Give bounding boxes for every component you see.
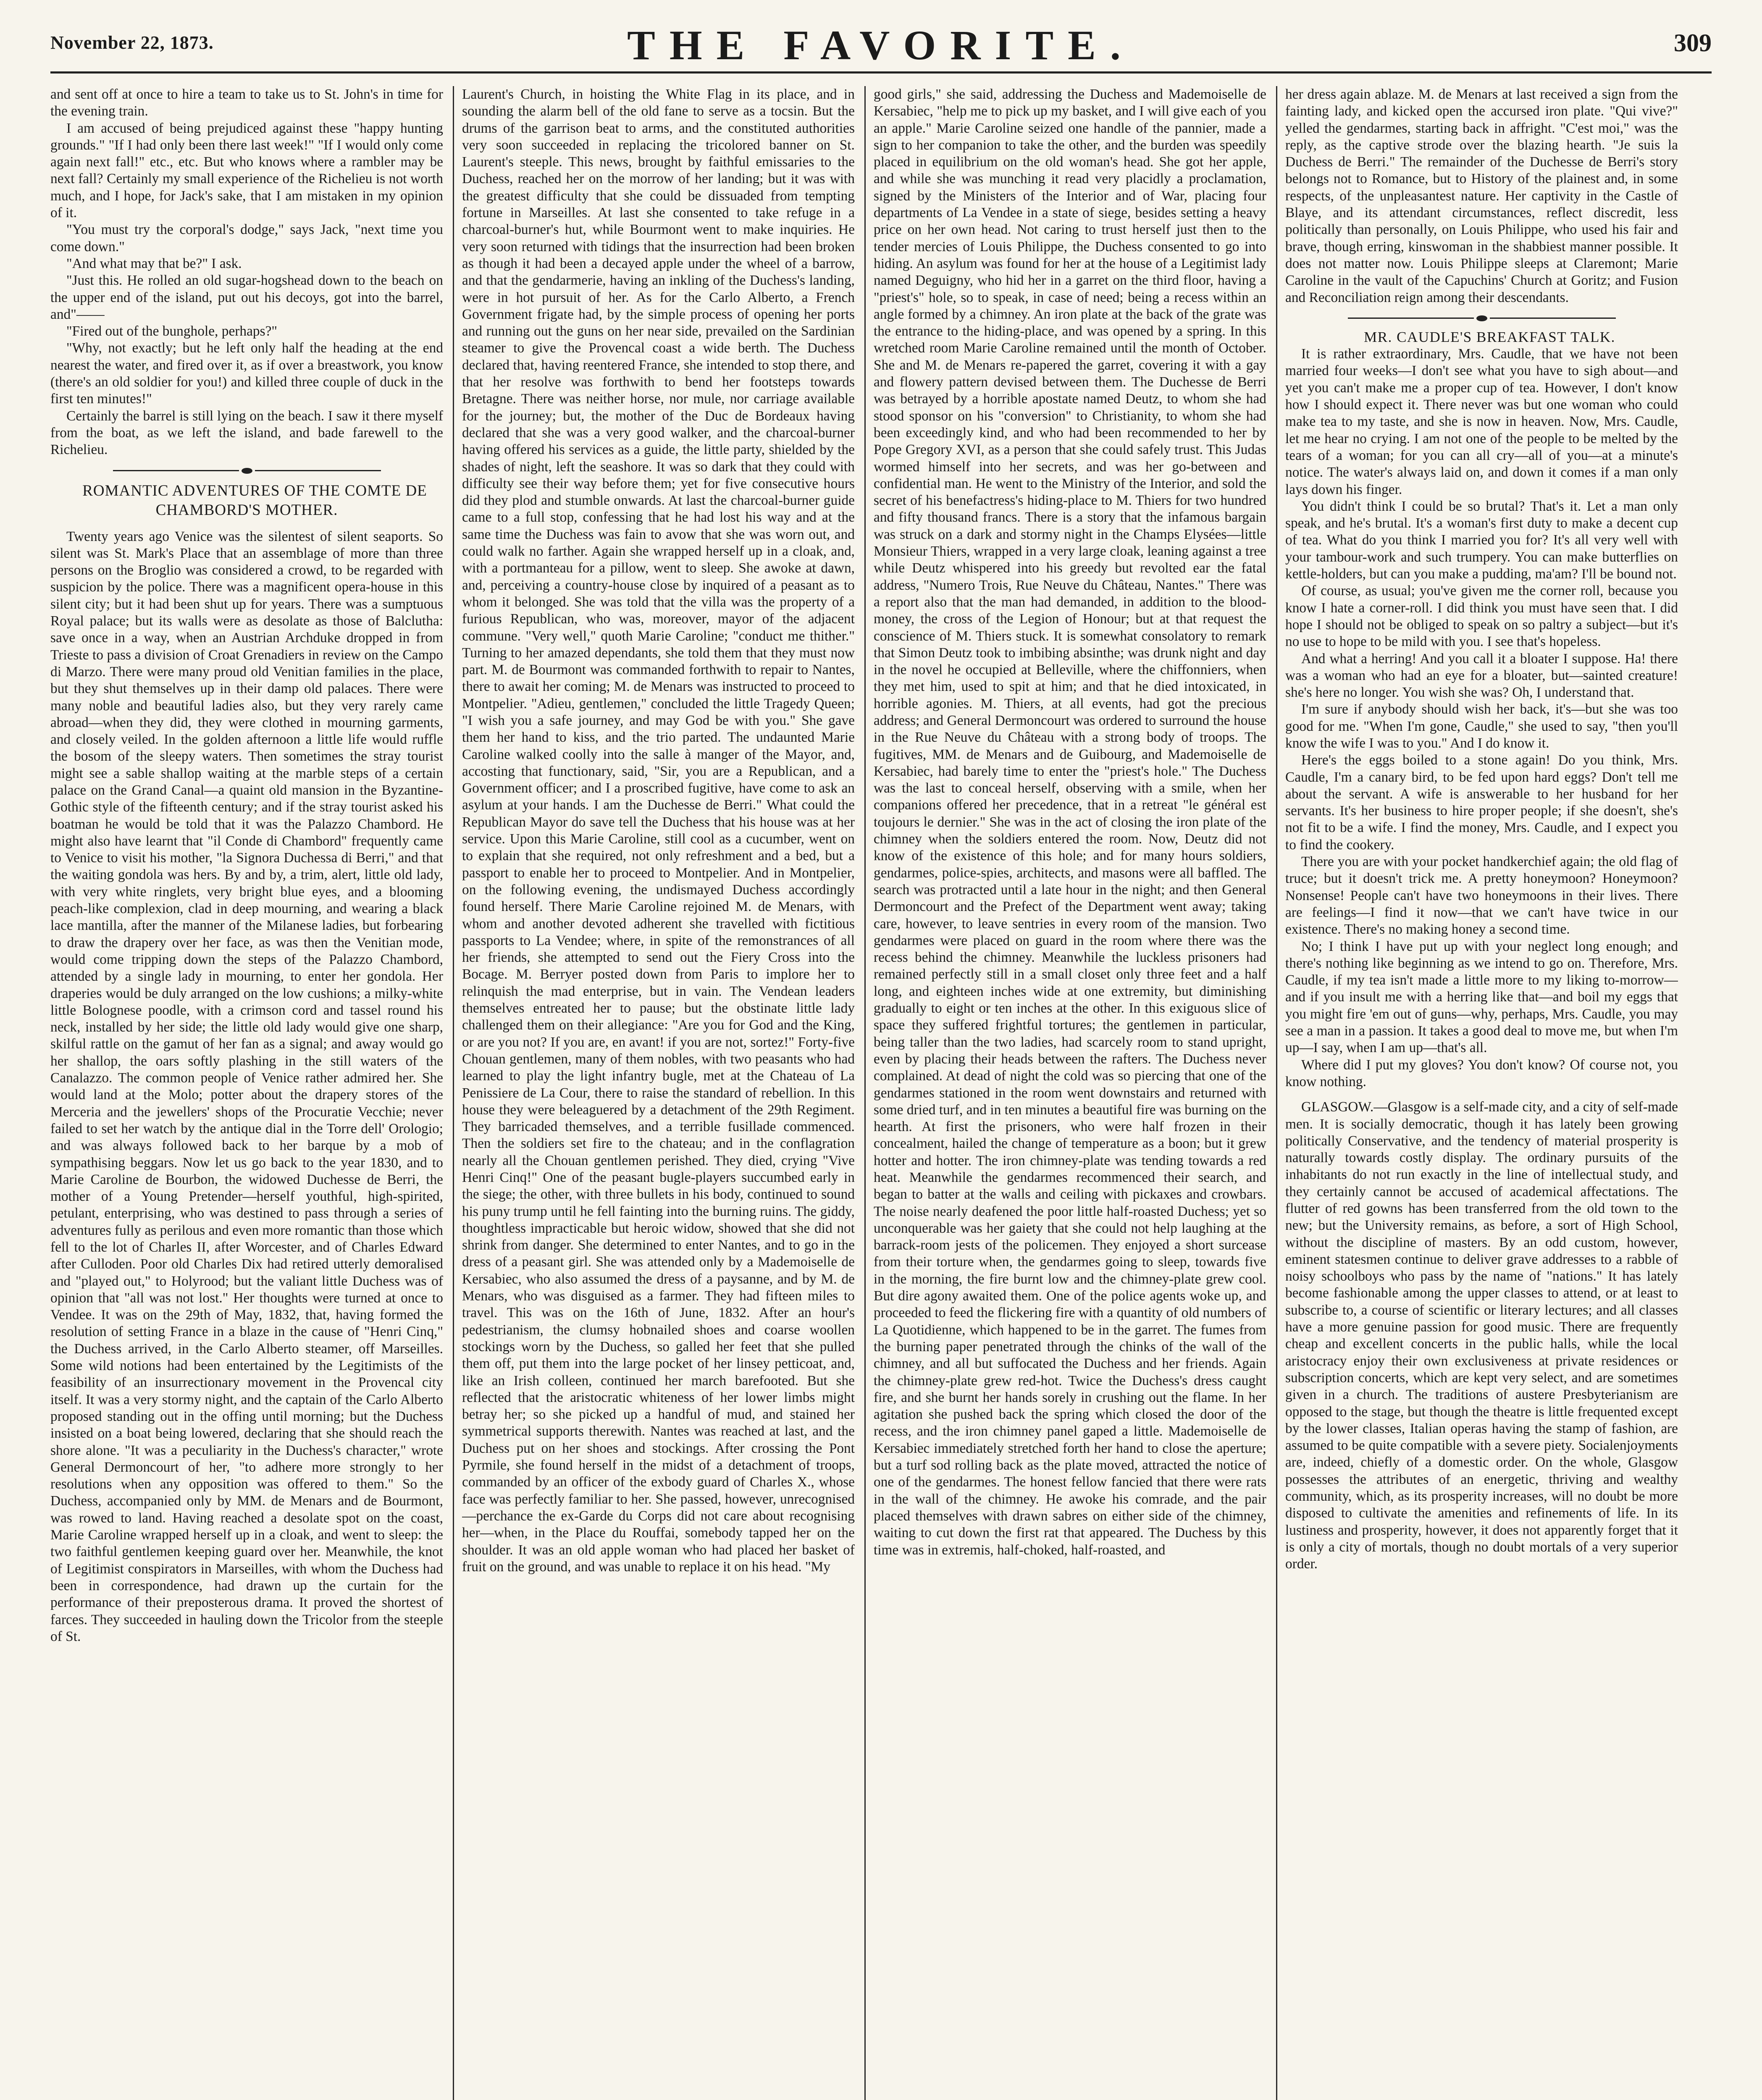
paragraph: GLASGOW.—Glasgow is a self-made city, and a city of self-made men. It is socially democratic, though it has lately been growing politically Conservative, and the tendency of material prosperity is naturally towards costly display. The ordinary pursuits of the inhabitants do not run exactly in the line of intellectual study, and they certainly cannot be accused of academical affectations. The flutter of red gowns has been transferred from the old town to the new; but the University remains, as before, a sort of High School, without the discipline of masters. By an odd custom, however, eminent statesmen continue to deliver grave addresses to a rabble of noisy schoolboys who pass by the name of "nations." It has lately become fashionable among the upper classes to attend, or at least to subscribe to, a course of scientific or literary lectures; and all classes have a more genuine passion for good music. There are frequently cheap and excellent concerts in the public halls, while the local aristocracy enjoy their own exclusiveness at private residences or subscription concerts, which are kept very select, and are sometimes given in a church. The traditions of austere Presbyterianism are opposed to the stage, but though the theatre is little frequented except by the lower classes, Italian operas having the stamp of fashion, are assumed to be quite compatible with a severe piety. Socialenjoyments are, indeed, chiefly of a domestic order. On the whole, Glasgow possesses the attributes of an energetic, thriving and wealthy community, which, as its prosperity increases, will no doubt be more disposed to cultivate the amenities and refinements of life. In its lustiness and prosperity, however, it does not apparently forget that it is only a city of mortals, though no doubt mortals of a very superior order. — [1285, 1099, 1678, 1572]
paragraph: I'm sure if anybody should wish her back, it's—but she was too good for me. "When I'm gone, Caudle," she used to say, "then you'll know the wife I was to you." And I do know it. — [1285, 701, 1678, 751]
paragraph: I am accused of being prejudiced against these "happy hunting grounds." "If I had only been there last week!" "If I would only come again next fall!" etc., etc. But who knows where a rambler may be next fall? Certainly my small experience of the Richelieu is not worth much, and I hope, for Jack's sake, that I am mistaken in my opinion of it. — [50, 120, 443, 221]
article-heading: ROMANTIC ADVENTURES OF THE COMTE DE CHAMBORD'S MOTHER. — [82, 482, 427, 519]
column-rule — [1276, 86, 1277, 2100]
paragraph: "Just this. He rolled an old sugar-hogshead down to the beach on the upper end of the island, put out his decoys, got into the barrel, and"—— — [50, 273, 443, 322]
page-header — [50, 21, 1712, 74]
page-number: 309 — [1674, 29, 1712, 57]
issue-date: November 22, 1873. — [50, 32, 214, 53]
column-2 — [462, 86, 855, 2100]
column-1 — [50, 86, 443, 2100]
paragraph: There you are with your pocket handkerchief again; the old flag of truce; but it doesn't trick me. A pretty honeymoon? Honeymoon? Nonsense! People can't have two honeymoons in their lives. There are feelings—I find it now—that we can't have twice in our existence. There's no making honey a second time. — [1285, 854, 1678, 937]
paragraph: No; I think I have put up with your neglect long enough; and there's nothing like beginning as we intend to go on. Therefore, Mrs. Caudle, if my tea isn't made a little more to my liking to-morrow—and if you insult me with a herring like that—and boil my eggs that you might fire 'em out of guns—why, perhaps, Mrs. Caudle, you may see a man in a passion. It takes a good deal to move me, but when I'm up—I say, when I am up—that's all. — [1285, 938, 1678, 1056]
paragraph: Laurent's Church, in hoisting the White Flag in its place, and in sounding the alarm bell of the old fane to serve as a tocsin. But the drums of the garrison beat to arms, and the constituted authorities very soon succeeded in replacing the tricolored banner on St. Laurent's steeple. This news, brought by faithful emissaries to the Duchess, reached her on the morrow of her landing; but it was with the greatest difficulty that she could be dissuaded from tempting fortune in Marseilles. At last she consented to take refuge in a charcoal-burner's hut, while Bourmont went to make inquiries. He very soon returned with tidings that the insurrection had been broken as though it had been a decayed apple under the wheel of a barrow, and that the gendarmerie, having an inkling of the Duchess's landing, were in hot pursuit of her. As for the Carlo Alberto, a French Government frigate had, by the simple process of opening her ports and running out the guns on her near side, prevailed on the Sardinian steamer to give the Provencal coast a wide berth. The Duchess declared that, having reentered France, she intended to stop there, and that her resolve was forthwith to bend her footsteps towards Bretagne. There was neither horse, nor mule, nor carriage available for the journey; but, the mother of the Duc de Bordeaux having declared that she was a very good walker, and the charcoal-burner having offered his services as a guide, the little party, shielded by the shades of night, left the seashore. It was so dark that they could with difficulty see their way before them; yet for five consecutive hours did they plod and stumble onwards. At last the charcoal-burner guide came to a full stop, confessing that he had lost his way and at the same time the Duchess was fain to avow that she was worn out, and could walk no farther. Again she wrapped herself up in a cloak, and, with a portmanteau for a pillow, went to sleep. She awoke at dawn, and, perceiving a country-house close by inquired of a peasant as to whom it belonged. She was told that the villa was the property of a furious Republican, who was, moreover, mayor of the adjacent commune. "Very well," quoth Marie Caroline; "conduct me thither." Turning to her amazed dependants, she told them that they must now part. M. de Bourmont was commanded forthwith to repair to Nantes, there to await her coming; M. de Menars was instructed to proceed to Montpelier. "Adieu, gentlemen," concluded the little Tragedy Queen; "I wish you a safe journey, and may God be with you." She gave them her hand to kiss, and the trio parted. The undaunted Marie Caroline walked coolly into the salle à manger of the Mayor, and, accosting that functionary, said, "Sir, you are a Republican, and a Government officer; and I a proscribed fugitive, have come to ask an asylum at your hands. I am the Duchesse de Berri." What could the Republican Mayor do save tell the Duchess that his house was at her service. Upon this Marie Caroline, still cool as a cucumber, went on to explain that she required, not only refreshment and a bed, but a passport to enable her to proceed to Montpelier. And in Montpelier, on the following evening, the undismayed Duchess accordingly found herself. There Marie Caroline rejoined M. de Menars, with whom and another devoted adherent she travelled with fictitious passports to La Vendee; where, in spite of the remonstrances of all her friends, she attempted to send out the Fiery Cross into the Bocage. M. Berryer posted down from Paris to implore her to relinquish the mad enterprise, but in vain. The Vendean leaders themselves entreated her to pause; but the obstinate little lady challenged them on their allegiance: "Are you for God and the King, or are you not? If you are, en avant! if you are not, sortez!" Forty-five Chouan gentlemen, many of them nobles, with two peasants who had learned to play the light infantry bugle, met at the Chateau of La Penissiere de La Cour, there to raise the standard of rebellion. In this house they were beleaguered by a detachment of the 29th Regiment. They barricaded themselves, and a terrible fusillade commenced. Then the soldiers set fire to the chateau; and in the conflagration nearly all the Chouan gentlemen perished. They died, crying "Vive Henri Cinq!" One of the peasant bugle-players succumbed early in the siege; the other, with three bullets in his body, continued to sound his puny trump until he fell fainting into the burning ruins. The giddy, thoughtless impracticable but heroic widow, showed that she did not shrink from danger. She determined to enter Nantes, and to go in the dress of a peasant girl. She was attended only by a Mademoiselle de Kersabiec, who also assumed the dress of a paysanne, and by M. de Menars, who was disguised as a farmer. They had fifteen miles to travel. This was on the 16th of June, 1832. After an hour's pedestrianism, the clumsy hobnailed shoes and coarse woollen stockings worn by the Duchess, so galled her feet that she pulled them off, put them into the large pocket of her linsey petticoat, and, like an Irish colleen, continued her march barefooted. But she reflected that the aristocratic whiteness of her lower limbs might betray her; so she picked up a handful of mud, and stained her symmetrical supports therewith. Nantes was reached at last, and the Duchess put on her shoes and stockings. After crossing the Pont Pyrmile, she found herself in the midst of a detachment of troops, commanded by an officer of the exbody guard of Charles X., whose face was perfectly familiar to her. She passed, however, unrecognised—perchance the ex-Garde du Corps did not care about recognising her—when, in the Place du Rouffai, somebody tapped her on the shoulder. It was an old apple woman who had placed her basket of fruit on the ground, and was unable to replace it on his head. "My — [462, 87, 855, 1575]
paragraph: "Fired out of the bunghole, perhaps?" — [66, 323, 278, 339]
paragraph: And what a herring! And you call it a bloater I suppose. Ha! there was a woman who had an eye for a bloater, but—sainted creature! she's here no longer. You wish she was? Oh, I understand that. — [1285, 651, 1678, 701]
article-heading: MR. CAUDLE'S BREAKFAST TALK. — [1364, 328, 1615, 345]
column-rule — [864, 86, 866, 2100]
paragraph: "You must try the corporal's dodge," says Jack, "next time you come down." — [50, 222, 443, 255]
paragraph: good girls," she said, addressing the Duchess and Mademoiselle de Kersabiec, "help me to pick up my basket, and I will give each of you an apple." Marie Caroline seized one handle of the pannier, made a sign to her companion to take the other, and the burden was speedily placed in equilibrium on the old woman's head. She got her apple, and while she was munching it read very placidly a proclamation, signed by the Ministers of the Interior and of War, placing four departments of La Vendee in a state of siege, besides setting a heavy price on her own head. Not caring to trust herself just then to the tender mercies of Louis Philippe, the Duchess consented to go into hiding. An asylum was found for her at the house of a Legitimist lady named Deguigny, who hid her in a garret on the third floor, having a "priest's" hole, so to speak, in case of need; being a recess within an angle formed by a chimney. An iron plate at the back of the grate was the entrance to the hiding-place, and was opened by a spring. In this wretched room Marie Caroline remained until the month of October. She and M. de Menars re-papered the garret, covering it with a gay and flowery pattern devised between them. The Duchesse de Berri was betrayed by a horrible apostate named Deutz, to whom she had stood sponsor on his "conversion" to Christianity, to whom she had been exceedingly kind, and who had been recommended to her by Pope Gregory XVI, as a person that she could safely trust. This Judas wormed himself into her secrets, and was her go-between and confidential man. He went to the Ministry of the Interior, and sold the secret of his benefactress's hiding-place to M. Thiers for two hundred and fifty thousand francs. There is a story that the infamous bargain was struck on a dark and stormy night in the Champs Elysées—little Monsieur Thiers, wrapped in a very large cloak, leaning against a tree while Deutz whispered into his greedy but revolted ear the fatal address, "Numero Trois, Rue Neuve du Château, Nantes." There was a report also that the man had demanded, in addition to the blood-money, the cross of the Legion of Honour; but at that request the conscience of M. Thiers stuck. It is somewhat consolatory to remark that Simon Deutz took to imbibing absinthe; was drunk night and day in the novel he occupied at Belleville, where the chiffonniers, when they met him, used to spit at him; and that he died intoxicated, in horrible agonies. M. Thiers, at all events, had got the precious address; and General Dermoncourt was ordered to surround the house in the Rue Neuve du Château with a strong body of troops. The fugitives, MM. de Menars and de Guibourg, and Mademoiselle de Kersabiec, had barely time to enter the "priest's hole." The Duchess was the last to conceal herself, observing with a smile, when her companions offered her precedence, that in a retreat "le général est toujours le dernier." She was in the act of closing the iron plate of the chimney when the soldiers entered the room. Now, Deutz did not know of the existence of this hole; and for many hours soldiers, gendarmes, police-spies, architects, and masons were all baffled. The search was protracted until a late hour in the night; and then General Dermoncourt and the Prefect of the Department went away; taking care, however, to leave sentries in every room of the mansion. Two gendarmes were placed on guard in the room where there was the recess behind the chimney. Meanwhile the luckless prisoners had remained perfectly still in a small closet only three feet and a half long, and eighteen inches wide at one extremity, but diminishing gradually to eight or ten inches at the other. In this exiguous slice of space they suffered frightful tortures; the gentlemen in particular, being taller than the two ladies, had scarcely room to stand upright, even by placing their heads between the rafters. The Duchess never complained. At dead of night the cold was so piercing that one of the gendarmes stationed in the room went downstairs and returned with some dried turf, and in ten minutes a beautiful fire was burning on the hearth. At first the prisoners, who were half frozen in their concealment, hailed the change of temperature as a boon; but it grew hotter and hotter. The iron chimney-plate was tending towards a red heat. Meanwhile the gendarmes recommenced their search, and began to batter at the walls and ceiling with pickaxes and crowbars. The noise nearly deafened the poor little half-roasted Duchess; yet so unconquerable was her gaiety that she could not help laughing at the barrack-room jests of the policemen. They enjoyed a short surcease from their torture when, the gendarmes going to sleep, towards five in the morning, the fire burnt low and the chimney-plate grew cool. But dire agony awaited them. One of the police agents woke up, and proceeded to feed the flickering fire with a quantity of old numbers of La Quotidienne, which happened to be in the garret. The fumes from the burning paper penetrated through the chinks of the wall of the chimney, and all but suffocated the Duchess and her friends. Again the chimney-plate grew red-hot. Twice the Duchess's dress caught fire, and she burnt her hands sorely in crushing out the flame. In her agitation she pushed back the spring which closed the door of the recess, and the iron chimney panel gaped a little. Mademoiselle de Kersabiec immediately stretched forth her hand to close the aperture; but a turf sod rolling back as the plate moved, attracted the notice of one of the gendarmes. The honest fellow fancied that there were rats in the wall of the chimney. He awoke his comrade, and the pair placed themselves with drawn sabres on either side of the chimney, waiting to cut down the first rat that appeared. The Duchess by this time was in extremis, half-choked, half-roasted, and — [874, 87, 1266, 1558]
paragraph: Here's the eggs boiled to a stone again! Do you think, Mrs. Caudle, I'm a canary bird, to be fed upon hard eggs? Don't tell me about the servant. A wife is answerable to her husband for her servants. It's her business to hire proper people; if she doesn't, she's not fit to be a wife. I find the money, Mrs. Caudle, and I expect you to find the cookery. — [1285, 752, 1678, 853]
paragraph: Of course, as usual; you've given me the corner roll, because you know I hate a corner-roll. I did think you must have seen that. I did hope I should not be obliged to speak on so paltry a subject—but it's no use to hope to be mild with you. I see that's hopeless. — [1285, 583, 1678, 650]
paragraph: "Why, not exactly; but he left only half the heading at the end nearest the water, and fired over it, as if over a breastwork, you know (there's an old soldier for you!) and killed three couple of duck in the first ten minutes!" — [50, 340, 443, 407]
paragraph: her dress again ablaze. M. de Menars at last received a sign from the fainting lady, and kicked open the accursed iron plate. "Qui vive?" yelled the gendarmes, starting back in affright. "C'est moi," was the reply, as the captive strode over the blazing hearth. "Je suis la Duchess de Berri." The remainder of the Duchesse de Berri's story belongs not to Romance, but to History of the plainest and, in some respects, of the unpleasantest nature. Her captivity in the Castle of Blaye, and its attendant circumstances, reflect discredit, less politically than personally, on Louis Philippe, who used his fair and brave, though erring, kinswoman in the shabbiest manner possible. It does not matter now. Louis Philippe sleeps at Claremont; Marie Caroline in the vault of the Capuchins' Church at Goritz; and Fusion and Reconciliation reign among their descendants. — [1285, 87, 1678, 305]
paragraph: It is rather extraordinary, Mrs. Caudle, that we have not been married four weeks—I don't see what you have to sigh about—and yet you can't make me a proper cup of tea. However, I don't know how I should expect it. There never was but one woman who could make tea to my taste, and she is now in heaven. Now, Mrs. Caudle, let me hear no crying. I am not one of the people to be melted by the tears of a woman; for you can all cry—all of you—at a minute's notice. The water's always laid on, and down it comes if a man only lays down his finger. — [1285, 346, 1678, 497]
paragraph: You didn't think I could be so brutal? That's it. Let a man only speak, and he's brutal. It's a woman's first duty to make a decent cup of tea. What do you think I married you for? It's all very well with your tambour-work and such trumpery. You can make butterflies on kettle-holders, but can you make a pudding, ma'am? I'll be bound not. — [1285, 498, 1678, 582]
paragraph: Where did I put my gloves? You don't know? Of course not, you know nothing. — [1285, 1057, 1678, 1089]
section-divider — [50, 468, 443, 474]
column-3 — [874, 86, 1266, 2100]
paragraph: Certainly the barrel is still lying on the beach. I saw it there myself from the boat, as we left the island, and bade farewell to the Richelieu. — [50, 408, 443, 458]
section-divider — [1285, 315, 1678, 321]
paragraph: "And what may that be?" I ask. — [66, 255, 242, 271]
column-4 — [1285, 86, 1678, 2100]
column-rule — [453, 86, 454, 2100]
paragraph: and sent off at once to hire a team to take us to St. John's in time for the evening train. — [50, 87, 443, 119]
paragraph: Twenty years ago Venice was the silentest of silent seaports. So silent was St. Mark's Place that an assemblage of more than three persons on the Broglio was considered a crowd, to be regarded with suspicion by the police. There was a magnificent opera-house in this silent city; but it had been shut up for years. There was a sumptuous Royal palace; but its walls were as desolate as those of Balclutha: save once in a way, when an Austrian Archduke dropped in from Trieste to pass a division of Croat Grenadiers in review on the Campo di Marzo. There were many proud old Venitian families in the place, but they shut themselves up in their damp old palaces. There were many noble and beautiful ladies also, but they very rarely came abroad—when they did, they were clothed in mourning garments, and closely veiled. In the golden afternoon a little life would ruffle the bosom of the sleepy waters. Then sometimes the stray tourist might see a sable shallop waiting at the marble steps of a certain palace on the Grand Canal—a quaint old mansion in the Byzantine-Gothic style of the fifteenth century; and if the stray tourist asked his boatman he would be told that it was the Palazzo Chambord. He might also have learnt that "il Conde di Chambord" frequently came to Venice to visit his mother, "la Signora Duchessa di Berri," and that the waiting gondola was hers. By and by, a trim, alert, little old lady, with very white ringlets, very bright blue eyes, and a blooming peach-like complexion, clad in deep mourning, and wearing a black lace mantilla, after the manner of the Milanese ladies, but forbearing to draw the drapery over her face, as was then the Venitian mode, would come tripping down the steps of the Palazzo Chambord, attended by a single lady in mourning, to enter her gondola. Her draperies would be duly arranged on the low cushions; a milky-white little Bolognese poodle, with a crimson cord and tassel round his neck, installed by her side; the little old lady would give one sharp, skilful rattle on the gamut of her fan as a signal; and away would go her shallop, the oars softly plashing in the still waters of the Canalazzo. The common people of Venice rather admired her. She would land at the Molo; potter about the drapery stores of the Merceria and the jewellers' shops of the Procuratie Vecchie; never failed to set her watch by the antique dial in the Torre dell' Orologio; and was always followed back to her barque by a mob of sympathising beggars. Now let us go back to the year 1830, and to Marie Caroline de Bourbon, the widowed Duchesse de Berri, the mother of a Young Pretender—herself youthful, high-spirited, petulant, enterprising, who was destined to pass through a series of adventures fully as perilous and even more romantic than those which fell to the lot of Charles II, after Worcester, and of Charles Edward after Culloden. Poor old Charles Dix had retired utterly demoralised and "played out," to Holyrood; but the valiant little Duchess was of opinion that "all was not lost." Her thoughts were turned at once to Vendee. It was on the 29th of May, 1832, that, having formed the resolution of setting France in a blaze in the cause of "Henri Cinq," the Duchess arrived, in the Carlo Alberto steamer, off Marseilles. Some wild notions had been entertained by the Legitimists of the feasibility of an insurrectionary movement in the Provencal city itself. It was a very stormy night, and the captain of the Carlo Alberto proposed standing out in the offing until morning; but the Duchess insisted on a boat being lowered, declaring that she should reach the shore alone. "It was a peculiarity in the Duchess's character," wrote General Dermoncourt of her, "to adhere more strongly to her resolutions when any opposition was offered to them." So the Duchess, accompanied only by MM. de Menars and de Bourmont, was rowed to land. Having reached a desolate spot on the coast, Marie Caroline wrapped herself up in a cloak, and went to sleep: the two faithful gentlemen keeping guard over her. Meanwhile, the knot of Legitimist conspirators in Marseilles, with whom the Duchess had been in correspondence, had drawn up the curtain for the performance of their preposterous drama. It proved the shortest of farces. They succeeded in hauling down the Tricolor from the steeple of St. — [50, 528, 443, 1644]
masthead-title: THE FAVORITE. — [627, 22, 1135, 68]
